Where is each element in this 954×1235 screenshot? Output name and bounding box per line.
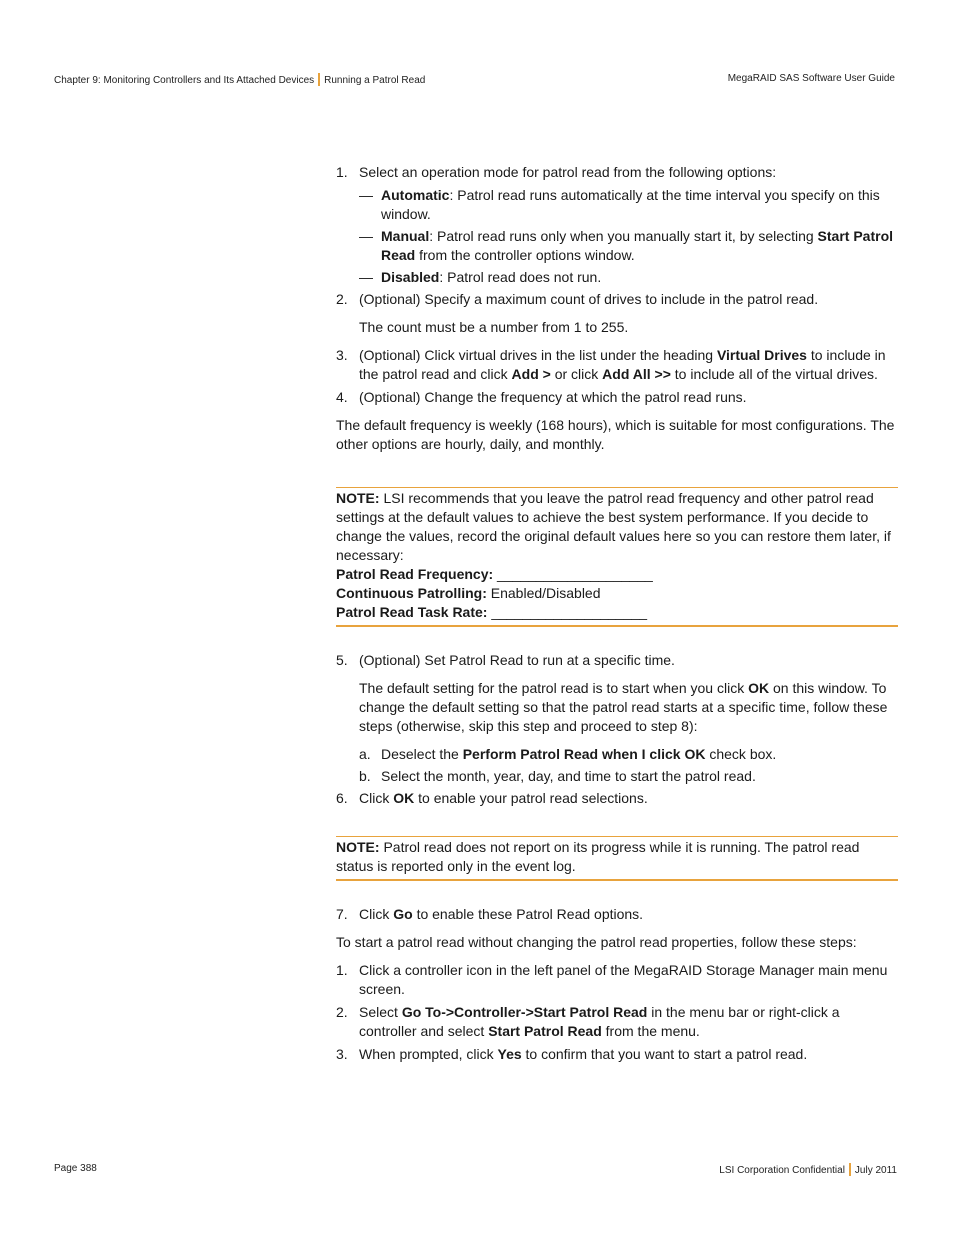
footer-date: July 2011 xyxy=(854,1165,897,1176)
start-paragraph: To start a patrol read without changing the patrol read properties, follow these steps: xyxy=(336,934,857,950)
list-item: — Manual: Patrol read runs only when you manually start it, by selecting Start Patrol Read from the controller options window. xyxy=(359,228,894,263)
main-content xyxy=(336,163,898,1068)
note-field-continuous: Continuous Patrolling: Enabled/Disabled xyxy=(336,585,601,601)
footer-divider xyxy=(849,1163,851,1176)
list-item: 6. Click OK to enable your patrol read selections. xyxy=(336,790,648,806)
header-guide-title: MegaRAID SAS Software User Guide xyxy=(727,73,895,84)
note-field-task-rate: Patrol Read Task Rate: ____________________ xyxy=(336,604,648,620)
list-item: 1. Click a controller icon in the left panel of the MegaRAID Storage Manager main menu screen. xyxy=(336,962,888,997)
list-item: 2. (Optional) Specify a maximum count of drives to include in the patrol read. xyxy=(336,291,819,307)
sub-list-item: a. Deselect the Perform Patrol Read when I click OK check box. xyxy=(359,746,777,762)
page-header-left xyxy=(54,73,425,86)
note-text: NOTE: Patrol read does not report on its progress while it is running. The patrol read status is reported only in the event log. xyxy=(336,839,860,874)
list-item: — Disabled: Patrol read does not run. xyxy=(359,269,602,285)
list-item: 5. (Optional) Set Patrol Read to run at a specific time. xyxy=(336,652,675,668)
list-item: 3. When prompted, click Yes to confirm that you want to start a patrol read. xyxy=(336,1046,808,1062)
note-field-frequency: Patrol Read Frequency: ____________________ xyxy=(336,566,653,582)
note-text: NOTE: LSI recommends that you leave the patrol read frequency and other patrol read settings at the default values to achieve the best system performance. If you decide to change the values, record the original default values here so you can restore them later, if necessary: xyxy=(336,490,891,563)
header-chapter: Chapter 9: Monitoring Controllers and Its Attached Devices xyxy=(54,75,315,86)
note-box xyxy=(336,487,898,627)
note-box xyxy=(336,836,898,881)
header-section: Running a Patrol Read xyxy=(324,75,426,86)
list-item: 4. (Optional) Change the frequency at which the patrol read runs. xyxy=(336,389,747,405)
footer-confidential: LSI Corporation Confidential xyxy=(719,1165,845,1176)
header-divider xyxy=(318,73,320,86)
list-item-detail: The count must be a number from 1 to 255. xyxy=(359,319,629,335)
list-item: 3. (Optional) Click virtual drives in the list under the heading Virtual Drives to include in the patrol read and click Add > or click Add All >> to include all of the virtual drives. xyxy=(336,347,886,382)
footer-page-number: Page 388 xyxy=(54,1163,97,1174)
list-item: — Automatic: Patrol read runs automatically at the time interval you specify on this window. xyxy=(359,187,880,222)
frequency-paragraph: The default frequency is weekly (168 hours), which is suitable for most configurations. The other options are hourly, daily, and monthly. xyxy=(336,417,895,452)
sub-list-item: b. Select the month, year, day, and time to start the patrol read. xyxy=(359,768,756,784)
list-item: 2. Select Go To->Controller->Start Patrol Read in the menu bar or right-click a controller and select Start Patrol Read from the menu. xyxy=(336,1004,840,1039)
list-item-detail: The default setting for the patrol read is to start when you click OK on this window. To change the default setting so that the patrol read starts at a specific time, follow these steps (otherwise, skip this step and proceed to step 8): xyxy=(359,680,888,734)
list-item: 1. Select an operation mode for patrol read from the following options: xyxy=(336,164,777,180)
page-footer-right xyxy=(719,1163,897,1176)
list-item: 7. Click Go to enable these Patrol Read options. xyxy=(336,906,644,922)
